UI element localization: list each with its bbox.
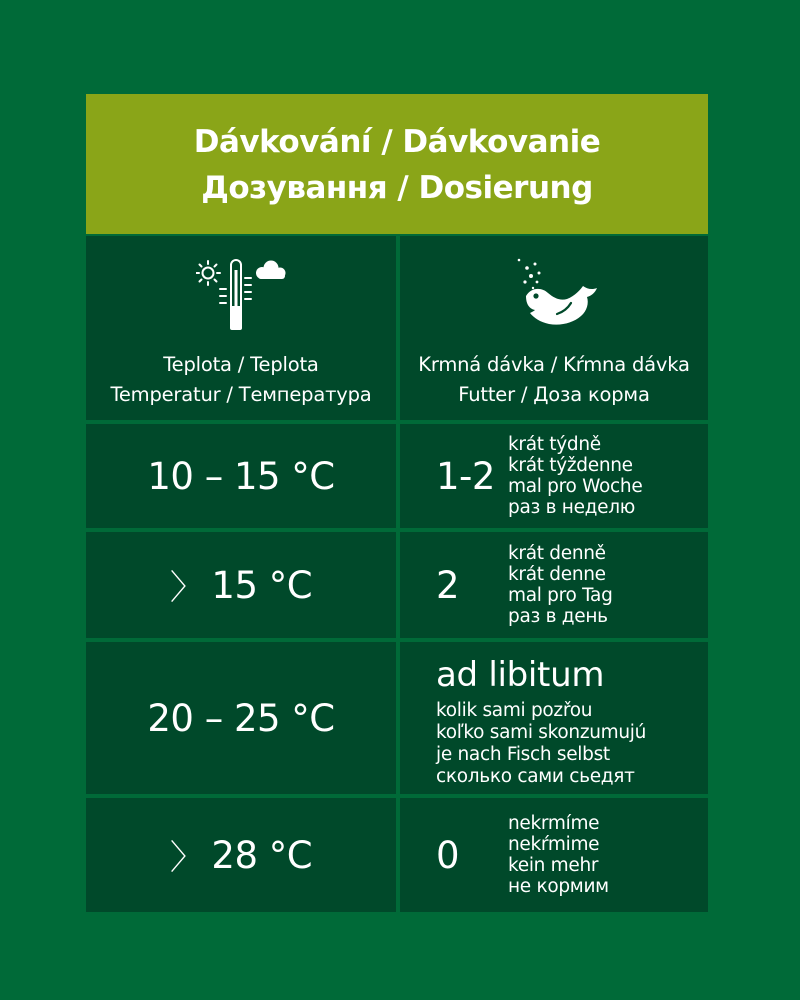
feed-cell-row-1 bbox=[400, 424, 708, 528]
title-line-1: Dávkování / Dávkovanie bbox=[193, 124, 601, 160]
feed-column-header bbox=[400, 236, 708, 420]
feed-cell-row-3 bbox=[400, 642, 708, 794]
feed-line-ru: не кормим bbox=[508, 876, 609, 897]
feed-label-line-1: Krmná dávka / Kŕmna dávka bbox=[418, 353, 690, 376]
feed-line-sk: krát týždenne bbox=[508, 455, 633, 476]
temperature-cell-row-1 bbox=[86, 424, 396, 528]
temperature-cell-row-4 bbox=[86, 798, 396, 912]
feed-frequency-lines bbox=[436, 700, 708, 788]
feed-amount: 1-2 bbox=[436, 454, 495, 498]
temperature-value: 28 °C bbox=[211, 833, 313, 877]
temperature-value: 20 – 25 °C bbox=[147, 696, 335, 740]
feed-line-sk: nekŕmime bbox=[508, 834, 600, 855]
feed-cell-row-2 bbox=[400, 532, 708, 638]
feed-amount: 2 bbox=[436, 563, 460, 607]
greater-than-chevron-icon: 〉 bbox=[169, 837, 204, 878]
feed-line-cs: krát denně bbox=[508, 543, 606, 564]
feed-line-cs: nekrmíme bbox=[508, 813, 600, 834]
thermometer-weather-icon bbox=[196, 256, 286, 334]
feed-amount: 0 bbox=[436, 833, 460, 877]
feed-line-de: kein mehr bbox=[508, 855, 599, 876]
temperature-label-line-1: Teplota / Teplota bbox=[163, 353, 319, 376]
title-line-2: Дозування / Dosierung bbox=[201, 170, 593, 206]
feed-frequency-lines bbox=[508, 434, 642, 518]
feed-line-de: mal pro Woche bbox=[508, 476, 643, 497]
feed-frequency-lines bbox=[508, 813, 609, 897]
greater-than-chevron-icon: 〉 bbox=[169, 567, 204, 608]
feed-line-cs: krát týdně bbox=[508, 434, 601, 455]
dosing-title-banner bbox=[86, 94, 708, 234]
temperature-cell-row-2 bbox=[86, 532, 396, 638]
temperature-value: 10 – 15 °C bbox=[147, 454, 335, 498]
feed-line-de: mal pro Tag bbox=[508, 585, 613, 606]
feed-line-cs: kolik sami pozřou bbox=[436, 700, 593, 721]
feed-amount: ad libitum bbox=[436, 655, 605, 695]
feed-line-sk: krát denne bbox=[508, 564, 606, 585]
feeding-fish-icon bbox=[509, 256, 599, 334]
feed-label-line-2: Futter / Доза корма bbox=[458, 383, 650, 406]
temperature-value: 15 °C bbox=[211, 563, 313, 607]
feed-line-sk: koľko sami skonzumujú bbox=[436, 722, 647, 743]
feed-cell-row-4 bbox=[400, 798, 708, 912]
feed-line-de: je nach Fisch selbst bbox=[436, 744, 610, 765]
feed-frequency-lines bbox=[508, 543, 613, 627]
temperature-column-header bbox=[86, 236, 396, 420]
feed-line-ru: раз в день bbox=[508, 606, 608, 627]
temperature-cell-row-3 bbox=[86, 642, 396, 794]
feed-line-ru: раз в неделю bbox=[508, 497, 636, 518]
temperature-label-line-2: Temperatur / Температура bbox=[110, 383, 372, 406]
feed-line-ru: сколько сами сьедят bbox=[436, 766, 635, 787]
